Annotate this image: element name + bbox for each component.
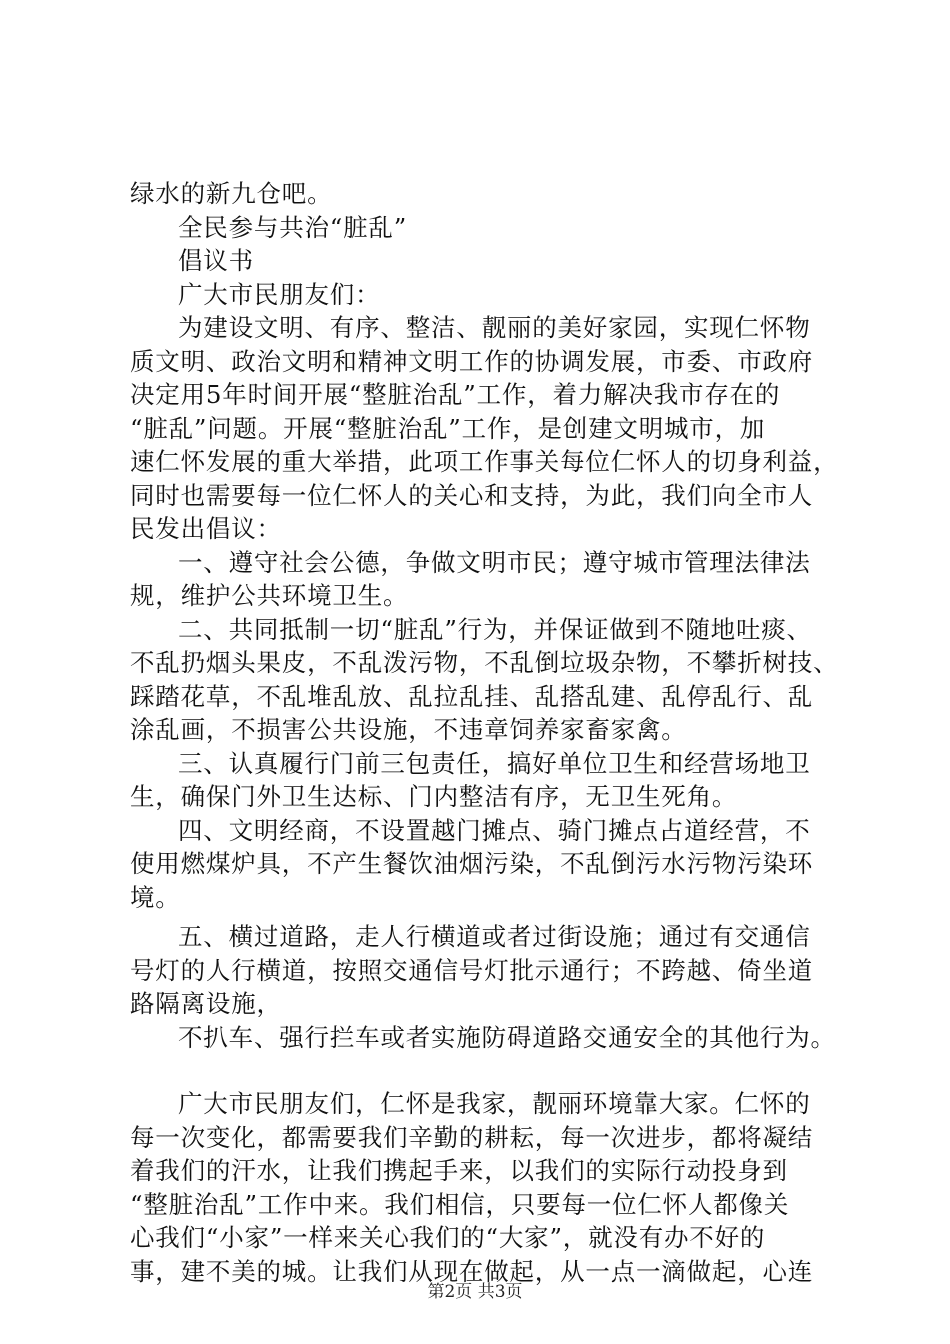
text-line: 心我们“小家”一样来关心我们的“大家”，就没有办不好的 bbox=[130, 1223, 766, 1252]
text-line: 不扒车、强行拦车或者实施防碍道路交通安全的其他行为。 bbox=[178, 1023, 836, 1052]
text-line: 倡议书 bbox=[178, 246, 254, 275]
text-line: “整脏治乱”工作中来。我们相信，只要每一位仁怀人都像关 bbox=[130, 1190, 790, 1219]
text-line: 踩踏花草，不乱堆乱放、乱拉乱挂、乱搭乱建、乱停乱行、乱 bbox=[130, 682, 814, 711]
text-line: 事，建不美的城。让我们从现在做起，从一点一滴做起，心连 bbox=[130, 1257, 814, 1286]
text-line: 涂乱画，不损害公共设施，不违章饲养家畜家禽。 bbox=[130, 715, 687, 744]
text-line: 号灯的人行横道，按照交通信号灯批示通行；不跨越、倚坐道 bbox=[130, 956, 814, 985]
text-line: 规，维护公共环境卫生。 bbox=[130, 581, 409, 610]
text-line: 决定用5年时间开展“整脏治乱”工作，着力解决我市存在的 bbox=[130, 380, 781, 409]
text-line: 二、共同抵制一切“脏乱”行为，并保证做到不随地吐痰、 bbox=[178, 615, 812, 644]
text-line: 绿水的新九仓吧。 bbox=[130, 179, 333, 208]
text-line: 着我们的汗水，让我们携起手来，以我们的实际行动投身到 bbox=[130, 1156, 788, 1185]
text-line: 质文明、政治文明和精神文明工作的协调发展，市委、市政府 bbox=[130, 347, 814, 376]
text-line: 使用燃煤炉具，不产生餐饮油烟污染，不乱倒污水污物污染环 bbox=[130, 849, 814, 878]
text-line: 广大市民朋友们，仁怀是我家，靓丽环境靠大家。仁怀的 bbox=[178, 1089, 811, 1118]
text-line: 广大市民朋友们： bbox=[178, 280, 381, 309]
text-line: 民发出倡议： bbox=[130, 514, 282, 543]
text-line: 三、认真履行门前三包责任，搞好单位卫生和经营场地卫 bbox=[178, 749, 811, 778]
text-line: 路隔离设施， bbox=[130, 989, 282, 1018]
text-line: 生，确保门外卫生达标、门内整洁有序，无卫生死角。 bbox=[130, 782, 738, 811]
text-line: 境。 bbox=[130, 883, 181, 912]
text-line: 五、横过道路，走人行横道或者过街设施；通过有交通信 bbox=[178, 922, 811, 951]
text-line: 速仁怀发展的重大举措，此项工作事关每位仁怀人的切身利益， bbox=[130, 447, 839, 476]
text-line: 每一次变化，都需要我们辛勤的耕耘，每一次进步，都将凝结 bbox=[130, 1123, 814, 1152]
text-line: 四、文明经商，不设置越门摊点、骑门摊点占道经营，不 bbox=[178, 816, 811, 845]
text-line: “脏乱”问题。开展“整脏治乱”工作，是创建文明城市，加 bbox=[130, 414, 766, 443]
text-line: 同时也需要每一位仁怀人的关心和支持，为此，我们向全市人 bbox=[130, 481, 814, 510]
text-line: 全民参与共治“脏乱” bbox=[178, 213, 408, 242]
text-line: 一、遵守社会公德，争做文明市民；遵守城市管理法律法 bbox=[178, 548, 811, 577]
text-line: 不乱扔烟头果皮，不乱泼污物，不乱倒垃圾杂物，不攀折树技、 bbox=[130, 648, 839, 677]
text-line: 为建设文明、有序、整洁、靓丽的美好家园，实现仁怀物 bbox=[178, 313, 811, 342]
page-number-footer: 第2页 共3页 bbox=[427, 1282, 523, 1302]
